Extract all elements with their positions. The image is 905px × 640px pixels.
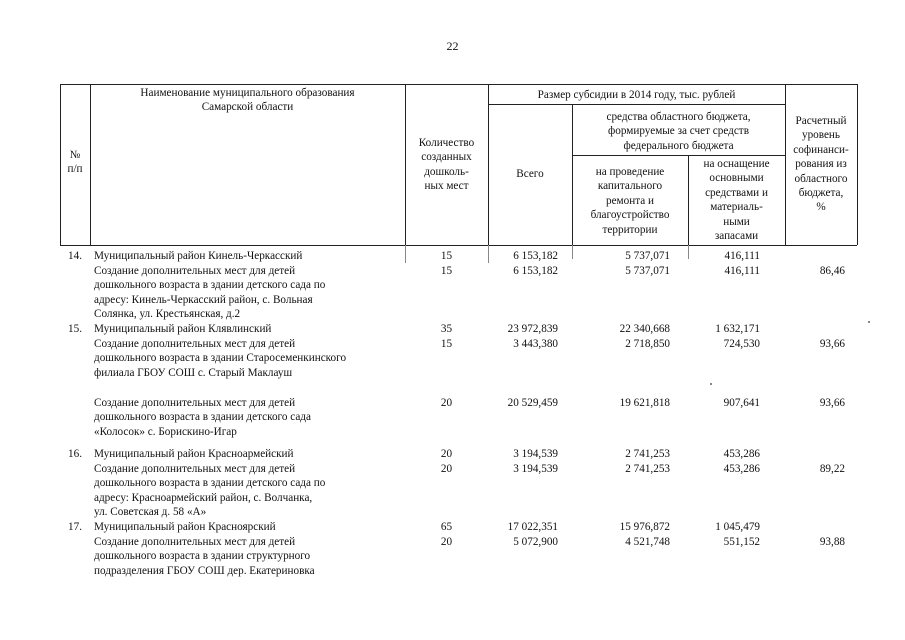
cell-places: 20 [440,448,453,460]
cell-name: Создание дополнительных мест для детей дошкольного возраста в здании детского сада «Колосок» с. Борискино-Игар [94,397,311,438]
cell-total: 17 022,351 [507,521,558,533]
cell-name: Создание дополнительных мест для детей дошкольного возраста в здании Старосеменкинского филиала ГБОУ СОШ с. Старый Маклауш [94,338,347,379]
header-total: Всего [516,168,544,180]
cell-repair: 2 718,850 [625,338,670,350]
subsidy-header-divider [488,104,785,105]
col-divider-places [488,84,489,245]
cell-level: 89,22 [819,463,845,475]
cell-places: 35 [440,323,453,335]
federal-header-divider [572,155,785,156]
table-top-border [60,84,857,85]
cell-name: Муниципальный район Кинель-Черкасский [94,250,303,262]
page-number: 22 [446,39,459,53]
cell-level: 86,46 [819,265,845,277]
header-repair: на проведение капитального ремонта и благоустройство территории [590,166,670,236]
cell-total: 5 072,900 [513,536,558,548]
cell-equip: 453,286 [723,448,760,460]
header-level: Расчетный уровень софинанси- рования из областного бюджета, % [793,115,849,214]
cell-num: 15. [68,323,82,335]
cell-equip: 724,530 [723,338,760,350]
cell-repair: 19 621,818 [619,397,670,409]
cell-places: 15 [440,265,453,277]
cell-equip: 551,152 [723,536,760,548]
cell-level: 93,88 [819,536,845,548]
cell-name: Создание дополнительных мест для детей дошкольного возраста в здании детского сада по адресу: Красноармейский район, с. Волчанка, ул. Советская д. 58 «А» [94,463,326,519]
cell-places: 20 [440,397,453,409]
header-equipment: на оснащение основными средствами и материаль- ными запасами [703,158,770,243]
cell-places: 20 [440,536,453,548]
cell-places: 15 [440,250,453,262]
cell-name: Муниципальный район Красноармейский [94,448,294,460]
cell-repair: 5 737,071 [625,265,670,277]
cell-level: 93,66 [819,397,845,409]
cell-num: 14. [68,250,82,262]
header-num: № п/п [67,149,83,176]
header-name: Наименование муниципального образования Самарской области [140,87,355,114]
cell-repair: 15 976,872 [619,521,670,533]
header-subsidy: Размер субсидии в 2014 году, тыс. рублей [537,89,736,101]
cell-places: 65 [440,521,453,533]
cell-total: 3 194,539 [513,448,558,460]
cell-places: 15 [440,338,453,350]
cell-repair: 4 521,748 [625,536,670,548]
cell-equip: 1 632,171 [715,323,760,335]
cell-name: Муниципальный район Клявлинский [94,323,272,335]
cell-num: 16. [68,448,82,460]
cell-total: 23 972,839 [507,323,558,335]
cell-equip: 416,111 [724,250,760,262]
cell-total: 6 153,182 [513,265,558,277]
cell-repair: 2 741,253 [625,448,670,460]
header-federal: средства областного бюджета, формируемые за счет средств федерального бюджета [606,111,751,152]
cell-equip: 416,111 [724,265,760,277]
cell-total: 6 153,182 [513,250,558,262]
header-bottom-border [60,245,857,246]
cell-repair: 22 340,668 [619,323,670,335]
table-right-border [857,84,858,245]
header-places: Количество созданных дошколь- ных мест [418,137,475,193]
cell-equip: 453,286 [723,463,760,475]
scan-speck [710,383,712,385]
cell-equip: 1 045,479 [715,521,760,533]
cell-level: 93,66 [819,338,845,350]
cell-repair: 2 741,253 [625,463,670,475]
scan-speck [868,321,870,323]
cell-total: 3 194,539 [513,463,558,475]
cell-num: 17. [68,521,82,533]
cell-name: Муниципальный район Красноярский [94,521,276,533]
cell-name: Создание дополнительных мест для детей дошкольного возраста в здании структурного подразделения ГБОУ СОШ дер. Екатериновка [94,536,315,577]
cell-repair: 5 737,071 [625,250,670,262]
cell-equip: 907,641 [723,397,760,409]
cell-total: 3 443,380 [513,338,558,350]
cell-places: 20 [440,463,453,475]
cell-total: 20 529,459 [507,397,558,409]
cell-name: Создание дополнительных мест для детей дошкольного возраста в здании детского сада по адресу: Кинель-Черкасский район, с. Вольная Солянка, ул. Крестьянская, д.2 [94,265,326,321]
